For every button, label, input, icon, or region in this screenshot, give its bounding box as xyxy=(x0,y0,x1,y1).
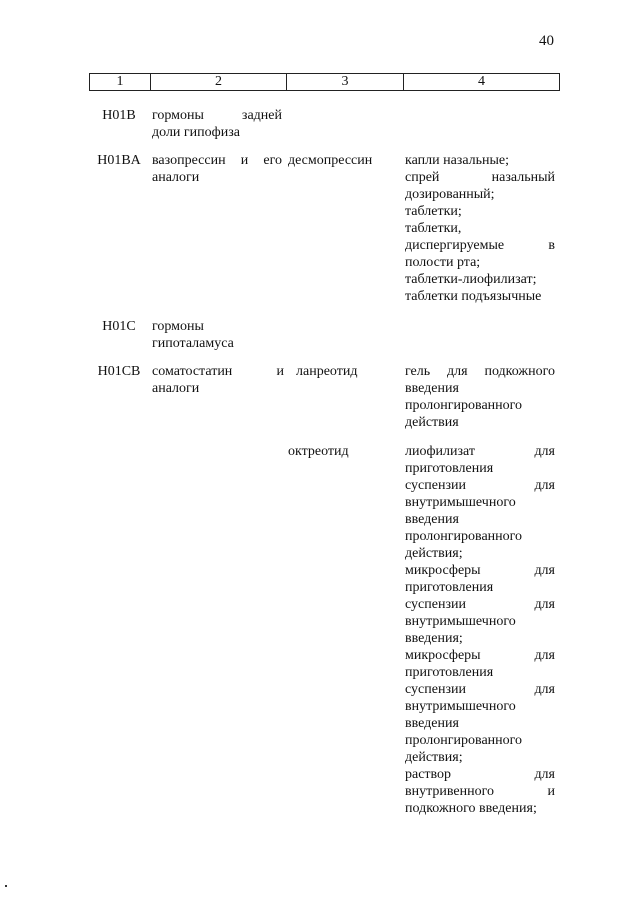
dosage-form-line: внутримышечного xyxy=(405,699,516,714)
dosage-form-line: пролонгированного xyxy=(405,733,523,748)
dosage-form-line: микросферы для xyxy=(405,563,555,578)
dosage-form-line: таблетки, xyxy=(405,221,462,236)
dosage-form-line: введения xyxy=(405,716,459,731)
header-col-3: 3 xyxy=(287,74,404,91)
atc-code: H01C xyxy=(102,319,136,334)
substance-name: ланреотид xyxy=(296,364,358,379)
dosage-form-line: подкожного введения; xyxy=(405,801,537,816)
group-name xyxy=(152,107,282,141)
dosage-form-line: микросферы для xyxy=(405,648,555,663)
dosage-form-line: дозированный; xyxy=(405,187,495,202)
dosage-form-line: введения; xyxy=(405,631,463,646)
group-line: вазопрессин и его xyxy=(152,153,282,168)
dosage-form-line: внутримышечного xyxy=(405,495,516,510)
group-line: аналоги xyxy=(152,381,200,396)
table-header xyxy=(89,73,560,91)
dosage-forms xyxy=(405,443,555,817)
scan-artifact xyxy=(5,885,7,887)
dosage-form-line: таблетки; xyxy=(405,204,462,219)
atc-code: H01CB xyxy=(97,364,141,379)
header-col-4: 4 xyxy=(404,74,560,91)
dosage-form-line: приготовления xyxy=(405,665,494,680)
group-name xyxy=(152,152,282,186)
dosage-form-line: диспергируемые в xyxy=(405,238,555,253)
dosage-form-line: пролонгированного xyxy=(405,529,523,544)
atc-code: H01BA xyxy=(97,153,141,168)
dosage-form-line: спрей назальный xyxy=(405,170,555,185)
dosage-form-line: введения xyxy=(405,381,459,396)
group-line: соматостатин и xyxy=(152,364,284,379)
group-name xyxy=(152,318,282,352)
dosage-form-line: действия; xyxy=(405,546,463,561)
dosage-form-line: гель для подкожного xyxy=(405,364,555,379)
dosage-form-line: суспензии для xyxy=(405,682,555,697)
dosage-form-line: введения xyxy=(405,512,459,527)
dosage-form-line: лиофилизат для xyxy=(405,444,555,459)
atc-code: H01B xyxy=(102,108,136,123)
group-line: доли гипофиза xyxy=(152,125,240,140)
substance-name: десмопрессин xyxy=(288,153,373,168)
dosage-form-line: действия xyxy=(405,415,459,430)
dosage-form-line: капли назальные; xyxy=(405,153,510,168)
group-name xyxy=(152,363,292,397)
dosage-form-line: суспензии для xyxy=(405,478,555,493)
dosage-form-line: приготовления xyxy=(405,461,494,476)
header-col-2: 2 xyxy=(151,74,287,91)
dosage-form-line: таблетки подъязычные xyxy=(405,289,542,304)
dosage-form-line: внутримышечного xyxy=(405,614,516,629)
dosage-form-line: таблетки-лиофилизат; xyxy=(405,272,537,287)
dosage-forms xyxy=(405,152,555,305)
group-line: гормоны задней xyxy=(152,108,282,123)
substance-name: октреотид xyxy=(288,444,349,459)
group-line: гипоталамуса xyxy=(152,336,234,351)
dosage-form-line: пролонгированного xyxy=(405,398,523,413)
page-number: 40 xyxy=(539,33,554,49)
dosage-form-line: приготовления xyxy=(405,580,494,595)
dosage-forms xyxy=(405,363,555,431)
dosage-form-line: действия; xyxy=(405,750,463,765)
header-col-1: 1 xyxy=(90,74,151,91)
dosage-form-line: внутривенного и xyxy=(405,784,555,799)
group-line: гормоны xyxy=(152,319,204,334)
dosage-form-line: суспензии для xyxy=(405,597,555,612)
group-line: аналоги xyxy=(152,170,200,185)
dosage-form-line: раствор для xyxy=(405,767,555,782)
dosage-form-line: полости рта; xyxy=(405,255,481,270)
